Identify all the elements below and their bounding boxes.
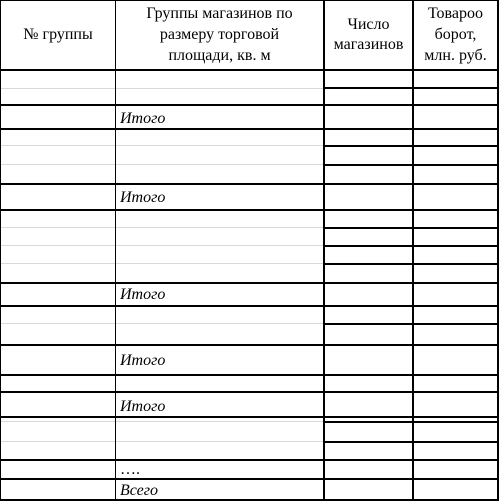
row-rule [323, 245, 499, 247]
section-rule [0, 416, 499, 418]
header-turnover [414, 3, 497, 66]
header-store-count-line-1: Число [347, 16, 390, 33]
header-bottom-rule [0, 69, 499, 71]
section-rule [0, 374, 499, 376]
header-groups-by-area [116, 3, 323, 66]
header-turnover-line-1: Товароо [427, 5, 483, 22]
subtotal-label-4: Итого [120, 352, 166, 369]
row-rule [323, 145, 499, 147]
section-rule [0, 104, 499, 106]
header-groups-by-area-line-1: Группы магазинов по [146, 5, 293, 22]
header-turnover-line-2: борот, [434, 26, 477, 43]
subtotal-label-5: Итого [120, 398, 166, 415]
section-rule [0, 344, 499, 346]
section-rule [0, 209, 499, 211]
section-rule [0, 282, 499, 284]
row-rule [323, 227, 499, 229]
table-border-top [0, 0, 499, 1]
grand-total-label: Всего [120, 482, 159, 499]
row-rule [323, 421, 499, 423]
column-divider-3 [412, 0, 414, 501]
header-groups-by-area-line-2: размеру торговой [159, 26, 280, 43]
ellipsis-label: …. [120, 461, 140, 478]
header-group-number-text: № группы [23, 26, 93, 43]
table-border-left [0, 0, 1, 501]
section-rule [0, 478, 499, 480]
header-store-count [325, 15, 412, 55]
row-rule [323, 441, 499, 443]
column-divider-1 [115, 0, 116, 501]
column-divider-2 [323, 0, 325, 501]
section-rule [0, 305, 499, 307]
section-rule [0, 128, 499, 130]
row-rule [323, 323, 499, 325]
header-group-number [1, 26, 115, 44]
row-rule [323, 263, 499, 265]
subtotal-label-1: Итого [120, 110, 166, 127]
section-rule [0, 183, 499, 185]
header-store-count-line-2: магазинов [333, 36, 404, 53]
header-groups-by-area-line-3: площади, кв. м [168, 47, 271, 64]
row-rule [323, 87, 499, 89]
subtotal-label-3: Итого [120, 286, 166, 303]
row-rule [323, 164, 499, 166]
header-turnover-line-3: млн. руб. [424, 47, 487, 64]
section-rule [0, 459, 499, 461]
section-rule [0, 391, 499, 393]
subtotal-label-2: Итого [120, 189, 166, 206]
